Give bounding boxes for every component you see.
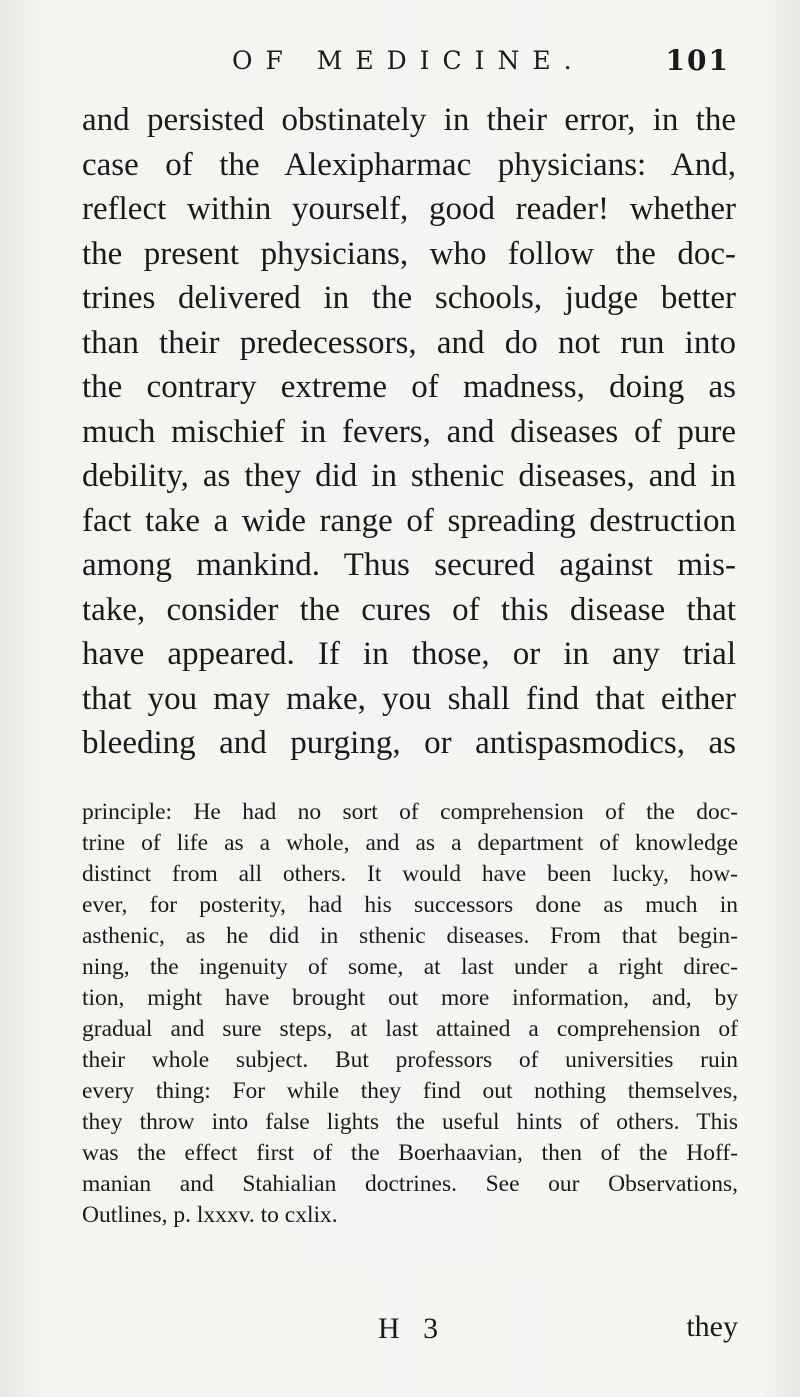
footnote-line: was the effect first of the Boerhaavian, then of the Hoff-	[82, 1140, 738, 1166]
signature-mark: H 3	[378, 1312, 447, 1345]
text-line: than their predecessors, and do not run into	[82, 324, 736, 361]
catchword: they	[686, 1310, 738, 1343]
text-line: have appeared. If in those, or in any trial	[82, 636, 736, 672]
text-line: among mankind. Thus secured against mis-	[82, 547, 736, 583]
text-line: the present physicians, who follow the doc-	[82, 235, 736, 272]
running-head: OF MEDICINE.	[232, 46, 585, 75]
footnote-line: Outlines, p. lxxxv. to cxlix.	[82, 1202, 338, 1228]
text-line: take, consider the cures of this disease that	[82, 591, 736, 628]
footnote-line: asthenic, as he did in sthenic diseases. From that begin-	[82, 923, 738, 949]
footnote-line: trine of life as a whole, and as a department of knowledge	[82, 830, 738, 856]
footnote-line: distinct from all others. It would have been lucky, how-	[82, 861, 738, 887]
footnote-line: manian and Stahialian doctrines. See our Observations,	[82, 1171, 738, 1197]
text-line: and persisted obstinately in their error, in the	[82, 102, 736, 138]
footnote-line: they throw into false lights the useful hints of others. This	[82, 1109, 738, 1135]
main-text	[82, 98, 736, 766]
footnote-line: ning, the ingenuity of some, at last under a right direc-	[82, 954, 738, 980]
footnote-line: tion, might have brought out more information, and, by	[82, 985, 738, 1011]
text-line: much mischief in fevers, and diseases of pure	[82, 413, 736, 450]
page-footer	[0, 1308, 800, 1358]
text-line: that you may make, you shall find that either	[82, 680, 736, 717]
text-line: fact take a wide range of spreading destruction	[82, 502, 736, 539]
text-line: the contrary extreme of madness, doing as	[82, 369, 736, 405]
text-line: bleeding and purging, or antispasmodics, as	[82, 725, 736, 761]
text-line: debility, as they did in sthenic diseases, and in	[82, 458, 736, 494]
footnote-line: ever, for posterity, had his successors done as much in	[82, 892, 738, 918]
footnote-line: every thing: For while they find out nothing themselves,	[82, 1078, 738, 1104]
footnote	[82, 797, 738, 1231]
footnote-line: their whole subject. But professors of universities ruin	[82, 1047, 738, 1073]
footnote-line: gradual and sure steps, at last attained a comprehension of	[82, 1016, 738, 1042]
text-line: reflect within yourself, good reader! whether	[82, 191, 736, 227]
text-line: case of the Alexipharmac physicians: And,	[82, 146, 736, 183]
page-header	[0, 46, 800, 86]
footnote-line: principle: He had no sort of comprehension of the doc-	[82, 799, 738, 825]
page-number: 101	[665, 44, 730, 77]
text-line: trines delivered in the schools, judge better	[82, 280, 736, 316]
